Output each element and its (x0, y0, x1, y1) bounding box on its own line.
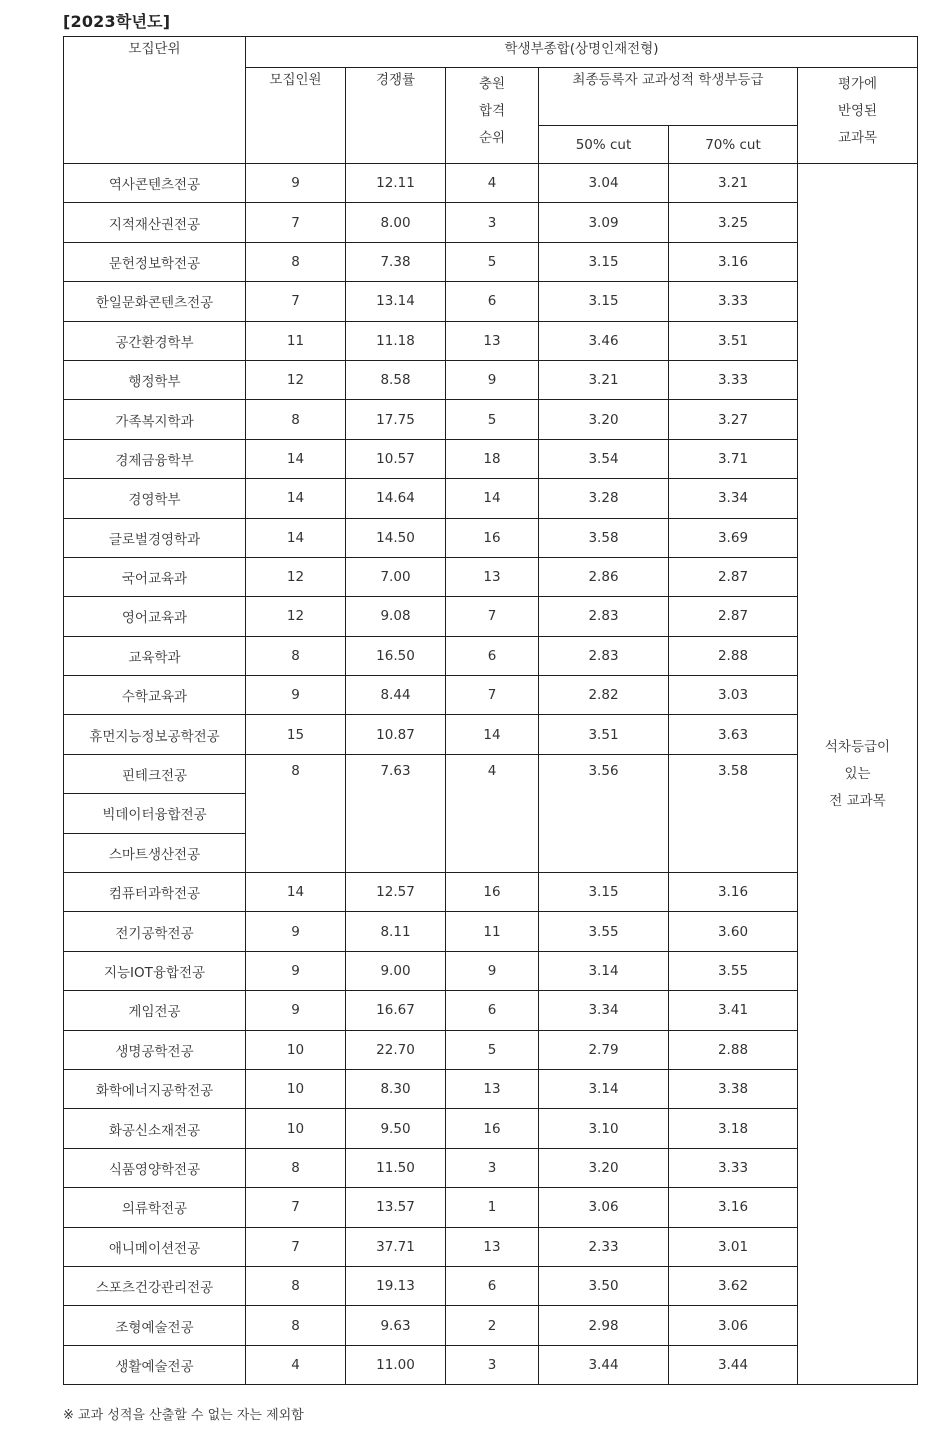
footnote: ※ 교과 성적을 산출할 수 없는 자는 제외함 (63, 1408, 304, 1423)
quota-cell: 14 (246, 439, 346, 478)
table-row (64, 715, 918, 754)
cut50-cell: 3.15 (539, 282, 669, 321)
cut50-cell: 3.34 (539, 991, 669, 1030)
rank-cell: 14 (446, 715, 539, 754)
quota-cell: 11 (246, 321, 346, 360)
quota-cell: 10 (246, 1109, 346, 1148)
ratio-cell: 10.87 (346, 715, 446, 754)
ratio-cell: 9.00 (346, 951, 446, 990)
cut70-cell: 3.27 (669, 400, 798, 439)
cut70-cell: 2.88 (669, 636, 798, 675)
unit-cell: 공간환경학부 (64, 321, 246, 360)
unit-cell: 스포츠건강관리전공 (64, 1266, 246, 1305)
quota-cell: 9 (246, 676, 346, 715)
ratio-cell: 8.44 (346, 676, 446, 715)
table-row (64, 1266, 918, 1305)
quota-cell: 8 (246, 1306, 346, 1345)
cut70-cell: 3.25 (669, 203, 798, 242)
unit-cell: 국어교육과 (64, 557, 246, 596)
unit-cell: 글로벌경영학과 (64, 518, 246, 557)
unit-cell: 역사콘텐츠전공 (64, 164, 246, 203)
header-eval (798, 68, 918, 164)
ratio-cell: 14.64 (346, 479, 446, 518)
cut70-cell: 3.51 (669, 321, 798, 360)
table-row (64, 400, 918, 439)
rank-cell: 18 (446, 439, 539, 478)
table-row (64, 557, 918, 596)
rank-cell: 9 (446, 360, 539, 399)
cut70-cell: 3.03 (669, 676, 798, 715)
quota-cell: 12 (246, 360, 346, 399)
header-rank-text: 충원 합격 순위 (478, 76, 506, 146)
table-row (64, 754, 918, 793)
table-row (64, 1148, 918, 1187)
ratio-cell: 7.38 (346, 242, 446, 281)
unit-cell: 영어교육과 (64, 597, 246, 636)
rank-cell: 13 (446, 557, 539, 596)
eval-subjects-cell (798, 164, 918, 1385)
cut50-cell: 2.79 (539, 1030, 669, 1069)
table-body (64, 164, 918, 1385)
cut50-cell: 3.58 (539, 518, 669, 557)
admission-results-table (63, 36, 918, 1385)
cut50-cell: 3.09 (539, 203, 669, 242)
table-row (64, 951, 918, 990)
rank-cell: 3 (446, 203, 539, 242)
ratio-cell: 11.50 (346, 1148, 446, 1187)
cut70-cell: 3.33 (669, 282, 798, 321)
cut50-cell: 3.20 (539, 1148, 669, 1187)
cut50-cell: 3.44 (539, 1345, 669, 1384)
ratio-cell: 12.57 (346, 873, 446, 912)
ratio-cell: 8.00 (346, 203, 446, 242)
ratio-cell: 13.57 (346, 1188, 446, 1227)
rank-cell: 2 (446, 1306, 539, 1345)
unit-cell: 지적재산권전공 (64, 203, 246, 242)
cut50-cell: 2.98 (539, 1306, 669, 1345)
table-row (64, 203, 918, 242)
cut50-cell: 3.46 (539, 321, 669, 360)
ratio-cell: 16.50 (346, 636, 446, 675)
quota-cell: 15 (246, 715, 346, 754)
cut50-cell: 2.83 (539, 636, 669, 675)
quota-cell: 12 (246, 557, 346, 596)
quota-cell: 4 (246, 1345, 346, 1384)
ratio-cell: 11.18 (346, 321, 446, 360)
rank-cell: 6 (446, 636, 539, 675)
cut70-cell: 3.55 (669, 951, 798, 990)
cut70-cell: 3.16 (669, 1188, 798, 1227)
unit-cell: 휴먼지능정보공학전공 (64, 715, 246, 754)
ratio-cell: 9.63 (346, 1306, 446, 1345)
cut50-cell: 3.28 (539, 479, 669, 518)
cut50-cell: 3.21 (539, 360, 669, 399)
ratio-cell: 37.71 (346, 1227, 446, 1266)
cut70-cell: 3.69 (669, 518, 798, 557)
cut70-cell: 3.63 (669, 715, 798, 754)
table-row (64, 164, 918, 203)
header-unit: 모집단위 (64, 37, 246, 164)
unit-cell: 전기공학전공 (64, 912, 246, 951)
rank-cell: 3 (446, 1148, 539, 1187)
unit-cell: 식품영양학전공 (64, 1148, 246, 1187)
ratio-cell: 12.11 (346, 164, 446, 203)
unit-cell: 생명공학전공 (64, 1030, 246, 1069)
table-row (64, 1030, 918, 1069)
unit-cell: 스마트생산전공 (64, 833, 246, 872)
cut70-cell: 3.16 (669, 242, 798, 281)
rank-cell: 4 (446, 754, 539, 872)
table-row (64, 636, 918, 675)
cut50-cell: 3.14 (539, 1069, 669, 1108)
ratio-cell: 16.67 (346, 991, 446, 1030)
cut70-cell: 3.62 (669, 1266, 798, 1305)
cut70-cell: 3.33 (669, 360, 798, 399)
header-ratio: 경쟁률 (346, 68, 446, 164)
rank-cell: 6 (446, 991, 539, 1030)
cut70-cell: 3.58 (669, 754, 798, 872)
unit-cell: 경영학부 (64, 479, 246, 518)
rank-cell: 3 (446, 1345, 539, 1384)
cut70-cell: 3.38 (669, 1069, 798, 1108)
unit-cell: 생활예술전공 (64, 1345, 246, 1384)
header-group: 학생부종합(상명인재전형) (246, 37, 918, 68)
header-eval-text: 평가에 반영된 교과목 (837, 76, 878, 146)
quota-cell: 7 (246, 282, 346, 321)
table-row (64, 479, 918, 518)
table-row (64, 1069, 918, 1108)
unit-cell: 교육학과 (64, 636, 246, 675)
table-row (64, 282, 918, 321)
cut70-cell: 3.60 (669, 912, 798, 951)
quota-cell: 8 (246, 400, 346, 439)
rank-cell: 5 (446, 1030, 539, 1069)
unit-cell: 지능IOT융합전공 (64, 951, 246, 990)
rank-cell: 5 (446, 400, 539, 439)
cut50-cell: 3.50 (539, 1266, 669, 1305)
unit-cell: 문헌정보학전공 (64, 242, 246, 281)
rank-cell: 9 (446, 951, 539, 990)
header-grade: 최종등록자 교과성적 학생부등급 (539, 68, 798, 126)
table-row (64, 360, 918, 399)
table-row (64, 1227, 918, 1266)
rank-cell: 6 (446, 1266, 539, 1305)
ratio-cell: 8.11 (346, 912, 446, 951)
unit-cell: 애니메이션전공 (64, 1227, 246, 1266)
quota-cell: 7 (246, 203, 346, 242)
table-row (64, 1306, 918, 1345)
rank-cell: 13 (446, 1227, 539, 1266)
cut50-cell: 3.06 (539, 1188, 669, 1227)
ratio-cell: 7.63 (346, 754, 446, 872)
table-row (64, 676, 918, 715)
cut70-cell: 3.06 (669, 1306, 798, 1345)
cut50-cell: 3.51 (539, 715, 669, 754)
ratio-cell: 11.00 (346, 1345, 446, 1384)
table-row (64, 1109, 918, 1148)
cut70-cell: 3.18 (669, 1109, 798, 1148)
header-cut50: 50% cut (539, 126, 669, 164)
cut50-cell: 3.56 (539, 754, 669, 872)
unit-cell: 화학에너지공학전공 (64, 1069, 246, 1108)
table-row (64, 597, 918, 636)
quota-cell: 10 (246, 1069, 346, 1108)
table-row (64, 991, 918, 1030)
quota-cell: 7 (246, 1188, 346, 1227)
rank-cell: 13 (446, 321, 539, 360)
quota-cell: 8 (246, 242, 346, 281)
rank-cell: 14 (446, 479, 539, 518)
cut70-cell: 3.44 (669, 1345, 798, 1384)
table-row (64, 321, 918, 360)
quota-cell: 10 (246, 1030, 346, 1069)
quota-cell: 7 (246, 1227, 346, 1266)
table-row (64, 518, 918, 557)
cut70-cell: 3.33 (669, 1148, 798, 1187)
cut50-cell: 3.15 (539, 873, 669, 912)
quota-cell: 8 (246, 1148, 346, 1187)
quota-cell: 14 (246, 518, 346, 557)
rank-cell: 16 (446, 873, 539, 912)
unit-cell: 조형예술전공 (64, 1306, 246, 1345)
unit-cell: 빅데이터융합전공 (64, 794, 246, 833)
rank-cell: 6 (446, 282, 539, 321)
cut70-cell: 2.87 (669, 557, 798, 596)
unit-cell: 경제금융학부 (64, 439, 246, 478)
quota-cell: 8 (246, 1266, 346, 1305)
quota-cell: 14 (246, 479, 346, 518)
rank-cell: 5 (446, 242, 539, 281)
unit-cell: 행정학부 (64, 360, 246, 399)
cut50-cell: 3.10 (539, 1109, 669, 1148)
cut50-cell: 2.33 (539, 1227, 669, 1266)
quota-cell: 9 (246, 951, 346, 990)
rank-cell: 7 (446, 676, 539, 715)
unit-cell: 한일문화콘텐츠전공 (64, 282, 246, 321)
header-rank (446, 68, 539, 164)
cut50-cell: 3.14 (539, 951, 669, 990)
ratio-cell: 19.13 (346, 1266, 446, 1305)
unit-cell: 화공신소재전공 (64, 1109, 246, 1148)
ratio-cell: 9.08 (346, 597, 446, 636)
table-row (64, 439, 918, 478)
unit-cell: 수학교육과 (64, 676, 246, 715)
rank-cell: 16 (446, 1109, 539, 1148)
rank-cell: 4 (446, 164, 539, 203)
quota-cell: 12 (246, 597, 346, 636)
rank-cell: 11 (446, 912, 539, 951)
cut70-cell: 3.01 (669, 1227, 798, 1266)
ratio-cell: 9.50 (346, 1109, 446, 1148)
cut50-cell: 2.86 (539, 557, 669, 596)
cut70-cell: 3.16 (669, 873, 798, 912)
unit-cell: 게임전공 (64, 991, 246, 1030)
ratio-cell: 8.30 (346, 1069, 446, 1108)
ratio-cell: 10.57 (346, 439, 446, 478)
unit-cell: 컴퓨터과학전공 (64, 873, 246, 912)
cut50-cell: 2.82 (539, 676, 669, 715)
cut70-cell: 2.87 (669, 597, 798, 636)
cut50-cell: 3.54 (539, 439, 669, 478)
rank-cell: 7 (446, 597, 539, 636)
cut50-cell: 3.04 (539, 164, 669, 203)
table-row (64, 1345, 918, 1384)
ratio-cell: 13.14 (346, 282, 446, 321)
cut50-cell: 3.55 (539, 912, 669, 951)
cut50-cell: 3.20 (539, 400, 669, 439)
table-row (64, 912, 918, 951)
quota-cell: 14 (246, 873, 346, 912)
cut50-cell: 2.83 (539, 597, 669, 636)
cut70-cell: 3.41 (669, 991, 798, 1030)
cut70-cell: 2.88 (669, 1030, 798, 1069)
quota-cell: 9 (246, 912, 346, 951)
table-row (64, 242, 918, 281)
header-cut70: 70% cut (669, 126, 798, 164)
ratio-cell: 22.70 (346, 1030, 446, 1069)
ratio-cell: 7.00 (346, 557, 446, 596)
rank-cell: 1 (446, 1188, 539, 1227)
rank-cell: 16 (446, 518, 539, 557)
cut70-cell: 3.71 (669, 439, 798, 478)
page-title: [2023학년도] (63, 12, 171, 31)
header-quota: 모집인원 (246, 68, 346, 164)
ratio-cell: 14.50 (346, 518, 446, 557)
cut70-cell: 3.34 (669, 479, 798, 518)
unit-cell: 가족복지학과 (64, 400, 246, 439)
ratio-cell: 8.58 (346, 360, 446, 399)
unit-cell: 핀테크전공 (64, 754, 246, 793)
quota-cell: 9 (246, 164, 346, 203)
quota-cell: 8 (246, 754, 346, 872)
ratio-cell: 17.75 (346, 400, 446, 439)
quota-cell: 9 (246, 991, 346, 1030)
cut70-cell: 3.21 (669, 164, 798, 203)
table-row (64, 1188, 918, 1227)
eval-subjects-text: 석차등급이 있는 전 교과목 (824, 738, 891, 809)
table-row (64, 873, 918, 912)
rank-cell: 13 (446, 1069, 539, 1108)
cut50-cell: 3.15 (539, 242, 669, 281)
quota-cell: 8 (246, 636, 346, 675)
unit-cell: 의류학전공 (64, 1188, 246, 1227)
